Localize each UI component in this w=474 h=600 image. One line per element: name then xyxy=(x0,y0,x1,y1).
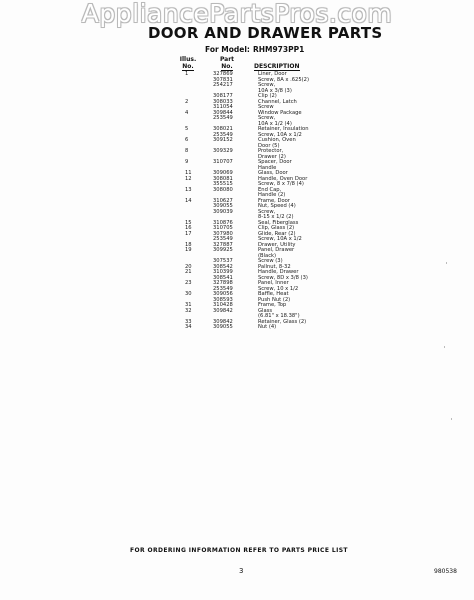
part-description: 10A x 1/2 (4) xyxy=(258,120,292,127)
part-description: Cushion, Oven xyxy=(258,137,296,143)
part-number: 309056 xyxy=(213,291,233,297)
illus-number: 33 xyxy=(185,318,192,325)
part-number: 308593 xyxy=(213,296,233,303)
part-number: 309329 xyxy=(213,148,233,154)
parts-table xyxy=(0,72,474,331)
part-number: 309069 xyxy=(213,170,233,176)
illus-number: 2 xyxy=(185,98,189,105)
illus-number: 9 xyxy=(185,159,189,165)
part-number: 310876 xyxy=(213,219,233,226)
part-description: Screw xyxy=(258,104,274,110)
part-description: Baffle, Heat xyxy=(258,291,289,297)
illus-number: 17 xyxy=(185,230,192,237)
part-description: Handle (2) xyxy=(258,192,286,198)
scan-speck xyxy=(446,262,447,264)
part-description: Screw, 10A x 1/2 xyxy=(258,131,302,138)
part-number: 308542 xyxy=(213,263,233,270)
part-description: Liner, Door xyxy=(258,71,287,77)
part-description: Protector, xyxy=(258,148,284,154)
illus-number: 15 xyxy=(185,219,192,226)
part-description: (6.81" x 18.38") xyxy=(258,313,300,319)
watermark: AppliancePartsPros.com xyxy=(81,0,393,28)
part-description: Drawer, Utility xyxy=(258,241,296,248)
part-number: 327898 xyxy=(213,280,233,286)
illus-number: 20 xyxy=(185,263,192,270)
part-number: 310707 xyxy=(213,159,233,165)
column-header-description-label: DESCRIPTION xyxy=(254,63,300,70)
illus-number: 23 xyxy=(185,280,192,286)
part-number: 307980 xyxy=(213,230,233,237)
illus-number: 18 xyxy=(185,241,192,248)
part-number: 307537 xyxy=(213,258,233,264)
illus-number: 13 xyxy=(185,186,192,193)
part-number: 253549 xyxy=(213,285,233,292)
part-number: 309039 xyxy=(213,208,233,215)
illus-number: 19 xyxy=(185,247,192,253)
part-description: Pallnut, 8-32 xyxy=(258,263,291,270)
illus-number: 14 xyxy=(185,197,192,204)
part-number: 310428 xyxy=(213,302,233,308)
part-number: 308033 xyxy=(213,98,233,105)
illus-number: 12 xyxy=(185,175,192,182)
part-number: 310705 xyxy=(213,225,233,231)
part-number: 308081 xyxy=(213,175,233,182)
illus-number: 5 xyxy=(185,126,189,132)
model-line xyxy=(205,45,307,54)
part-number: 309842 xyxy=(213,318,233,325)
part-description: Channel, Latch xyxy=(258,98,297,105)
page-number: 3 xyxy=(239,567,244,575)
part-number: 254217 xyxy=(213,82,233,88)
column-header-part xyxy=(214,56,240,70)
part-number: 309844 xyxy=(213,109,233,116)
part-number: 308021 xyxy=(213,126,233,132)
illus-number: 11 xyxy=(185,170,192,176)
column-header-illus xyxy=(176,56,200,70)
part-number: 309055 xyxy=(213,324,233,330)
part-description: Screw, 10 x 1/2 xyxy=(258,285,299,292)
part-description: Seal, Fiberglass xyxy=(258,219,299,226)
column-header-illus-line1: Illus. xyxy=(179,56,197,63)
illus-number: 16 xyxy=(185,225,192,231)
part-description: 8-15 x 1/2 (2) xyxy=(258,214,294,220)
part-description: Frame, Door xyxy=(258,197,290,204)
part-description: Clip (2) xyxy=(258,93,277,99)
model-label: For Model: xyxy=(205,45,250,54)
part-description: Screw (3) xyxy=(258,258,283,264)
part-description: Door (5) xyxy=(258,142,280,149)
illus-number: 6 xyxy=(185,137,189,143)
part-description: Push Nut (2) xyxy=(258,296,291,303)
part-description: Handle xyxy=(258,164,277,171)
table-row xyxy=(0,325,474,331)
part-number: 253549 xyxy=(213,236,233,242)
ordering-note: FOR ORDERING INFORMATION REFER TO PARTS PRICE LIST xyxy=(130,547,348,554)
part-number: 355515 xyxy=(213,181,233,187)
illus-number: 32 xyxy=(185,307,192,314)
illus-number: 21 xyxy=(185,269,192,275)
part-description: Screw, 8A x .625(2) xyxy=(258,76,310,83)
part-number: 253549 xyxy=(213,115,233,121)
part-description: Retainer, Glass (2) xyxy=(258,318,307,325)
illus-number: 34 xyxy=(185,324,192,330)
part-description: Window Package xyxy=(258,109,302,116)
part-description: Nut, Speed (4) xyxy=(258,203,296,209)
part-number: 310627 xyxy=(213,197,233,204)
part-number: 327887 xyxy=(213,241,233,248)
column-header-description xyxy=(254,63,300,70)
part-description: Panel, Drawer xyxy=(258,247,295,253)
part-description: Glass xyxy=(258,307,273,314)
illus-number: 1 xyxy=(185,71,189,77)
part-description: Spacer, Door xyxy=(258,159,292,165)
illus-number: 8 xyxy=(185,148,189,154)
part-number: 308541 xyxy=(213,274,233,281)
scan-speck xyxy=(451,418,452,420)
part-number: 307831 xyxy=(213,76,233,83)
part-number: 308177 xyxy=(213,93,233,99)
part-description: Nut (4) xyxy=(258,324,277,330)
part-number: 310399 xyxy=(213,269,233,275)
column-header-part-line1: Part xyxy=(219,56,235,63)
part-description: Handle, Oven Door xyxy=(258,175,308,182)
scan-speck xyxy=(444,346,445,348)
part-description: Frame, Top xyxy=(258,302,287,308)
part-description: Glide, Rear (2) xyxy=(258,230,296,237)
part-description: Screw, 10A x 1/2 xyxy=(258,236,302,242)
part-number: 309055 xyxy=(213,203,233,209)
part-number: 308080 xyxy=(213,186,233,193)
part-description: Glass, Door xyxy=(258,170,288,176)
part-description: Screw, xyxy=(258,82,276,88)
illus-number: 4 xyxy=(185,109,189,116)
part-description: End Cap, xyxy=(258,186,282,193)
part-number: 309152 xyxy=(213,137,233,143)
part-number: 309842 xyxy=(213,307,233,314)
part-description: Screw, 8D x 3/8 (3) xyxy=(258,274,308,281)
illus-number: 31 xyxy=(185,302,192,308)
part-number: 327869 xyxy=(213,71,233,77)
part-number: 309925 xyxy=(213,247,233,253)
part-number: 311054 xyxy=(213,104,233,110)
part-description: Screw, 8 x 7/8 (4) xyxy=(258,181,304,187)
part-description: Screw, xyxy=(258,115,276,121)
part-description: Screw, xyxy=(258,208,276,215)
column-header-illus-line2: No. xyxy=(182,63,194,70)
part-description: Drawer (2) xyxy=(258,153,286,160)
column-header-part-line2: No. xyxy=(221,63,233,70)
illus-number: 30 xyxy=(185,291,192,297)
part-description: Panel, Inner xyxy=(258,280,289,286)
part-description: 10A x 3/8 (3) xyxy=(258,87,292,94)
part-description: Handle, Drawer xyxy=(258,269,299,275)
page-title: DOOR AND DRAWER PARTS xyxy=(148,24,383,42)
part-number: 253549 xyxy=(213,131,233,138)
document-number: 980538 xyxy=(434,568,457,575)
model-number: RHM973PP1 xyxy=(252,45,305,54)
part-description: (Black) xyxy=(258,252,277,259)
part-description: Clip, Glass (2) xyxy=(258,225,295,231)
part-description: Retainer, Insulation xyxy=(258,126,309,132)
